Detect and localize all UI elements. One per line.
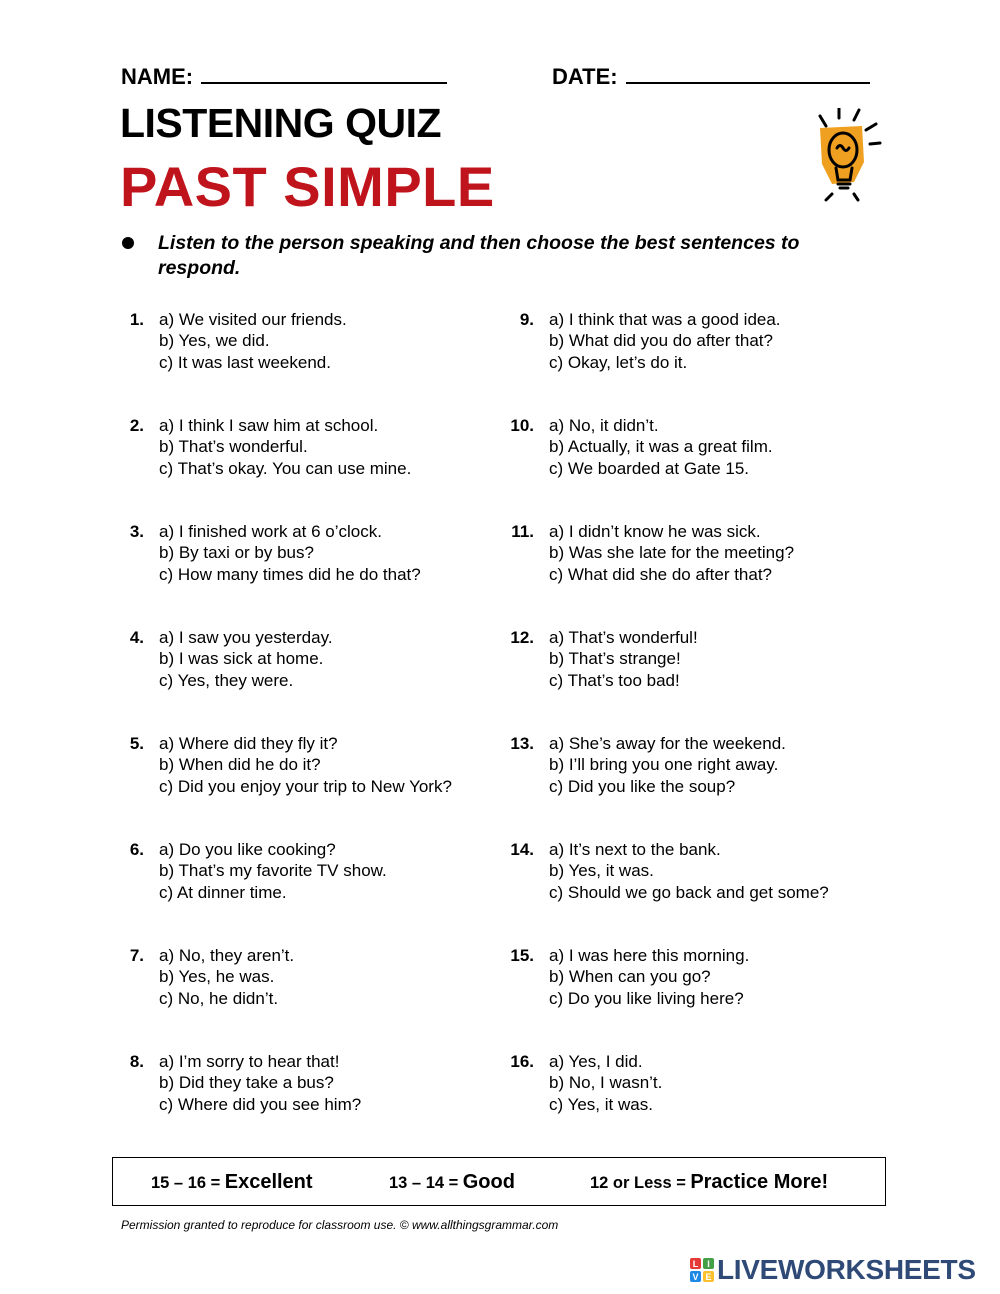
question-number: 1. [129,310,144,329]
answer-option-a[interactable]: a) I didn’t know he was sick. [549,522,761,541]
question-number: 15. [510,946,534,965]
quiz-topic: PAST SIMPLE [120,155,495,218]
answer-option-c[interactable]: c) We boarded at Gate 15. [549,458,750,478]
answer-options [159,521,421,585]
question-number: 12. [510,628,534,647]
score-range: 15 – 16 = [151,1174,221,1192]
answer-option-c[interactable]: c) What did she do after that? [549,564,773,584]
score-practice [590,1171,828,1194]
score-range: 13 – 14 = [389,1174,459,1192]
instruction-text: Listen to the person speaking and then choose the best sentences to respond. [158,232,800,279]
name-field [121,64,447,90]
answer-option-a[interactable]: a) No, they aren’t. [159,946,295,965]
answer-option-c[interactable]: c) How many times did he do that? [159,564,421,584]
liveworksheets-logo-text: LIVEWORKSHEETS [717,1254,976,1285]
answer-option-c[interactable]: c) Should we go back and get some? [549,882,829,902]
answer-option-b[interactable]: b) That’s wonderful. [159,437,308,457]
question-number: 13. [510,734,534,753]
score-rating: Good [462,1171,515,1193]
answer-option-c[interactable]: c) It was last weekend. [159,352,331,372]
name-label: NAME: [121,64,194,89]
name-blank-line[interactable] [201,64,447,84]
answer-option-c[interactable]: c) Where did you see him? [159,1094,362,1114]
answer-option-a[interactable]: a) I think that was a good idea. [549,310,781,329]
answer-option-a[interactable]: a) I think I saw him at school. [159,416,379,435]
answer-option-a[interactable]: a) No, it didn’t. [549,416,659,435]
answer-option-b[interactable]: b) Yes, he was. [159,967,275,987]
question-number: 3. [129,522,144,541]
answer-option-c[interactable]: c) Did you enjoy your trip to New York? [159,776,452,796]
score-range: 12 or Less = [590,1174,686,1192]
answer-option-a[interactable]: a) Yes, I did. [549,1052,643,1071]
answer-options [159,415,411,479]
answer-option-c[interactable]: c) Did you like the soup? [549,776,736,796]
answer-option-c[interactable]: c) No, he didn’t. [159,988,279,1008]
answer-options [159,839,387,903]
answer-option-a[interactable]: a) We visited our friends. [159,310,347,329]
answer-option-b[interactable]: b) I’ll bring you one right away. [549,755,779,775]
question-number: 7. [129,946,144,965]
answer-options [549,521,794,585]
copyright-footer: Permission granted to reproduce for classroom use. © www.allthingsgrammar.com [121,1218,559,1232]
question-number: 14. [510,840,534,859]
question-number: 9. [519,310,534,329]
answer-option-b[interactable]: b) When did he do it? [159,755,321,775]
answer-option-a[interactable]: a) I finished work at 6 o’clock. [159,522,382,541]
question-number: 4. [129,628,144,647]
answer-options [549,627,698,691]
question-number: 5. [129,734,144,753]
answer-option-a[interactable]: a) I’m sorry to hear that! [159,1052,340,1071]
answer-options [549,415,773,479]
answer-option-b[interactable]: b) That’s my favorite TV show. [159,861,387,881]
logo-letter: E [705,1272,712,1282]
liveworksheets-logo-icon [690,1258,714,1282]
answer-option-a[interactable]: a) I saw you yesterday. [159,628,333,647]
answer-option-b[interactable]: b) By taxi or by bus? [159,543,314,563]
date-blank-line[interactable] [626,64,870,84]
answer-option-b[interactable]: b) Did they take a bus? [159,1073,334,1093]
question-number: 2. [129,416,144,435]
answer-option-b[interactable]: b) When can you go? [549,967,711,987]
question-number: 8. [129,1052,144,1071]
date-label: DATE: [552,64,618,89]
logo-letter: L [692,1259,699,1269]
quiz-title: LISTENING QUIZ [120,100,441,146]
answer-option-b[interactable]: b) Yes, we did. [159,331,270,351]
lightbulb-icon [806,108,886,204]
answer-option-c[interactable]: c) Yes, it was. [549,1094,653,1114]
bullet-icon [122,237,134,249]
score-excellent [151,1171,313,1194]
answer-option-c[interactable]: c) Do you like living here? [549,988,744,1008]
date-field [552,64,870,90]
answer-options [549,839,829,903]
answer-options [159,627,333,691]
answer-option-b[interactable]: b) Was she late for the meeting? [549,543,795,563]
score-box [112,1157,886,1206]
answer-options [159,733,452,797]
logo-letter: I [707,1259,710,1269]
answer-option-b[interactable]: b) No, I wasn’t. [549,1073,663,1093]
question-number: 6. [129,840,144,859]
answer-option-b[interactable]: b) That’s strange! [549,649,681,669]
answer-option-a[interactable]: a) Do you like cooking? [159,840,336,859]
answer-option-a[interactable]: a) That’s wonderful! [549,628,698,647]
answer-options [549,1051,662,1115]
answer-option-c[interactable]: c) That’s okay. You can use mine. [159,458,412,478]
answer-option-a[interactable]: a) I was here this morning. [549,946,750,965]
answer-option-c[interactable]: c) Okay, let’s do it. [549,352,688,372]
answer-option-b[interactable]: b) What did you do after that? [549,331,773,351]
answer-options [159,1051,361,1115]
answer-option-b[interactable]: b) Yes, it was. [549,861,654,881]
score-good [389,1171,515,1194]
answer-option-a[interactable]: a) It’s next to the bank. [549,840,721,859]
answer-option-b[interactable]: b) Actually, it was a great film. [549,437,773,457]
answer-options [159,309,347,373]
answer-option-c[interactable]: c) Yes, they were. [159,670,294,690]
answer-option-a[interactable]: a) Where did they fly it? [159,734,338,753]
answer-option-a[interactable]: a) She’s away for the weekend. [549,734,786,753]
score-rating: Practice More! [690,1171,829,1193]
answer-option-b[interactable]: b) I was sick at home. [159,649,324,669]
logo-letter: V [692,1272,699,1282]
question-number: 16. [510,1052,534,1071]
answer-options [549,309,781,373]
answer-options [549,733,786,797]
answer-option-c[interactable]: c) That’s too bad! [549,670,680,690]
score-rating: Excellent [224,1171,313,1193]
question-number: 10. [510,416,534,435]
question-number: 11. [511,522,534,541]
answer-options [159,945,294,1009]
liveworksheets-logo[interactable] [690,1254,990,1284]
answer-options [549,945,749,1009]
answer-option-c[interactable]: c) At dinner time. [159,882,287,902]
